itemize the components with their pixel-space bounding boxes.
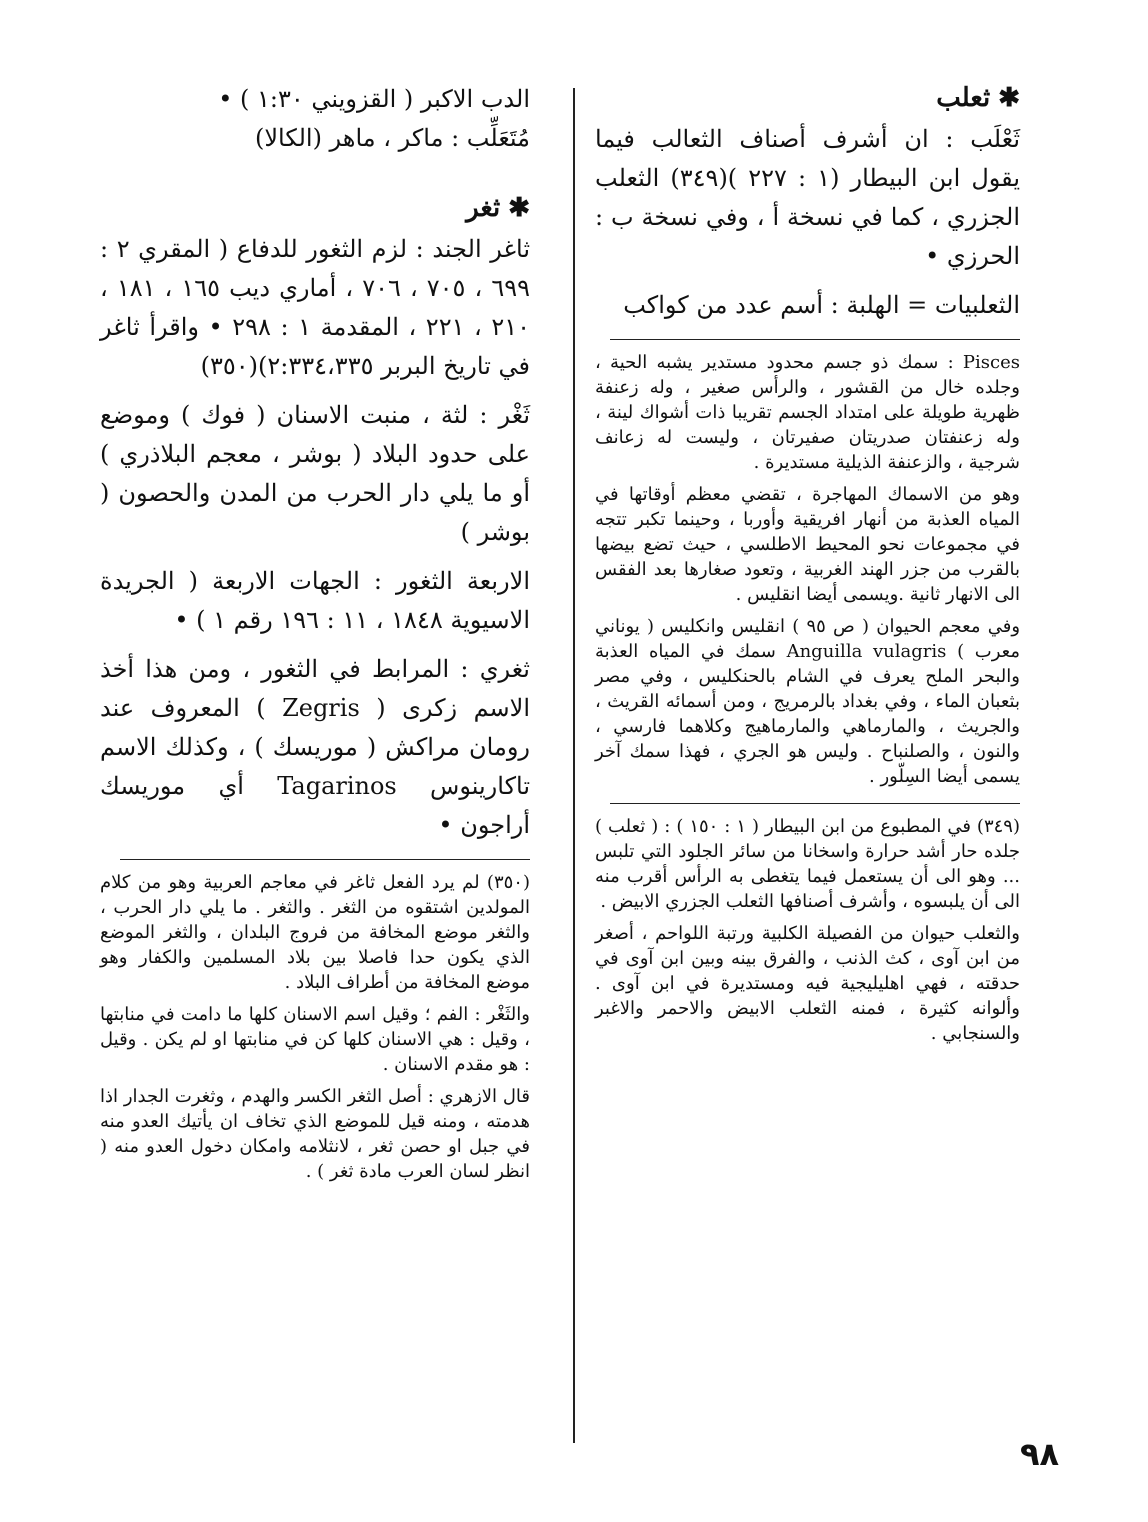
footnote-350 — [100, 870, 530, 1184]
footnote-rule — [120, 859, 530, 860]
footnote-paragraph: والثَغْر : الفم ؛ وقيل اسم الاسنان كلها ما دامت في منابتها ، وقيل : هي الاسنان كلها كن في منابتها او لم يكن . وقيل : هو مقدم الاسنان . — [100, 1004, 530, 1075]
note-paragraph: Pisces : سمك ذو جسم محدود مستدير يشبه الحية ، وجلده خال من القشور ، والرأس صغير ، وله زعنفة ظهرية طويلة على امتداد الجسم تقريبا ذات أشواك لينة ، وله زعنفتان صدريتان صفيرتان ، وليست له زعانف شرجية ، والزعنفة الذيلية مستديرة . — [595, 352, 1020, 473]
entry-paragraph: الاربعة الثغور : الجهات الاربعة ( الجريدة الاسيوية ١٨٤٨ ، ١١ : ١٩٦ رقم ١ ) • — [100, 567, 530, 634]
left-column — [100, 80, 530, 1191]
entry-paragraph: ثَغْر : لثة ، منبت الاسنان ( فوك ) وموضع على حدود البلاد ( بوشر ، معجم البلاذري ) أو ما يلي دار الحرب من المدن والحصون ( بوشر ) — [100, 401, 530, 546]
entry-paragraph: ثَعْلَب : ان أشرف أصناف الثعالب فيما يقول ابن البيطار (١ : ٢٢٧ )(٣٤٩) الثعلب الجزري ، كما في نسخة أ ، وفي نسخة ب : الحرزي • — [595, 125, 1020, 270]
intro-line: الدب الاكبر ( القزويني ١:٣٠ ) • — [218, 85, 530, 113]
footnote-paragraph: (٣٤٩) في المطبوع من ابن البيطار ( ١ : ١٥٠ ) : ( ثعلب ) جلده حار أشد حرارة واسخانا من سائر الجلود التي تلبس ... وهو الى أن يستعمل فيما يتغطى به الرأس أقرب منه الى أن يلبسوه ، وأشرف أصنافها الثعلب الجزري الابيض . — [595, 816, 1020, 912]
note-paragraph: وفي معجم الحيوان ( ص ٩٥ ) انقليس وانكليس ( يوناني معرب ) Anguilla vulagris سمك في المياه العذبة والبحر الملح يعرف في الشام بالحنكليس ، وفي مصر بثعبان الماء ، وفي بغداد بالرمريج ، ومن أسمائه القريث ، والجريث ، والمارماهي والمارماهيج وكلاهما فارسي ، والنون ، والصلنباح . وليس هو الجري ، فهذا سمك آخر يسمى أيضا السِلّور . — [595, 616, 1021, 787]
entry-paragraph: ثاغر الجند : لزم الثغور للدفاع ( المقري ٢ : ٦٩٩ ، ٧٠٥ ، ٧٠٦ ، أماري ديب ١٦٥ ، ١٨١ ، ٢١٠ ، ٢٢١ ، المقدمة ١ : ٢٩٨ • واقرأ ثاغر في تاريخ البربر ٢:٣٣٤،٣٣٥)(٣٥٠) — [100, 235, 531, 380]
entry-paragraph: الثعلبيات = الهلبة : أسم عدد من كواكب — [623, 291, 1020, 319]
column-divider — [573, 88, 575, 1443]
footnote-paragraph: والثعلب حيوان من الفصيلة الكلبية ورتبة اللواحم ، أصغر من ابن آوى ، كث الذنب ، والفرق بينه وبين ابن آوى في حدقته ، فهي اهليليجية فيه ومستديرة في ابن آوى . وألوانه كثيرة ، فمنه الثعلب الابيض والاحمر والاغبر والسنجابي . — [595, 923, 1020, 1044]
footnote-paragraph: قال الازهري : أصل الثغر الكسر والهدم ، وثغرت الجدار اذا هدمته ، ومنه قيل للموضع الذي تخاف ان يأتيك العدو منه في جبل او حصن ثغر ، لانثلامه وامكان دخول العدو منه ( انظر لسان العرب مادة ثغر ) . — [100, 1086, 530, 1182]
right-column — [595, 80, 1020, 1053]
entry-heading-thaghr: ✱ثغر — [466, 193, 530, 223]
asterisk-icon: ✱ — [508, 193, 530, 223]
note-paragraph: وهو من الاسماك المهاجرة ، تقضي معظم أوقاتها في المياه العذبة من أنهار افريقية وأوربا ، وحينما تكبر تتجه في مجموعات نحو المحيط الاطلسي ، حيث تضع بيضها بالقرب من جزر الهند الغربية ، وتعود صغارها بعد الفقس الى الانهار ثانية .ويسمى أيضا انقليس . — [595, 484, 1020, 605]
page-number: ٩٨ — [1020, 1435, 1060, 1473]
asterisk-icon: ✱ — [998, 83, 1020, 113]
note-pisces — [595, 350, 1020, 789]
footnote-rule — [610, 803, 1020, 804]
entry-heading-thalab: ✱ثعلب — [936, 83, 1020, 113]
footnote-349 — [595, 814, 1020, 1046]
intro-line: مُتَعَلِّب : ماكر ، ماهر (الكالا) — [254, 124, 530, 152]
footnote-paragraph: (٣٥٠) لم يرد الفعل ثاغر في معاجم العربية وهو من كلام المولدين اشتقوه من الثغر . والثغر . ما يلي دار الحرب ، والثغر موضع المخافة من فروج البلدان ، والثغر الموضع الذي يكون حدا فاصلا بين بلاد المسلمين والكفار وهو موضع المخافة من أطراف البلاد . — [100, 872, 530, 993]
entry-paragraph: ثغري : المرابط في الثغور ، ومن هذا أخذ الاسم زكرى ( Zegris ) المعروف عند رومان مراكش ( موريسك ) ، وكذلك الاسم تاكارينوس Tagarinos أي موريسك أراجون • — [100, 655, 531, 839]
footnote-rule — [610, 339, 1020, 340]
